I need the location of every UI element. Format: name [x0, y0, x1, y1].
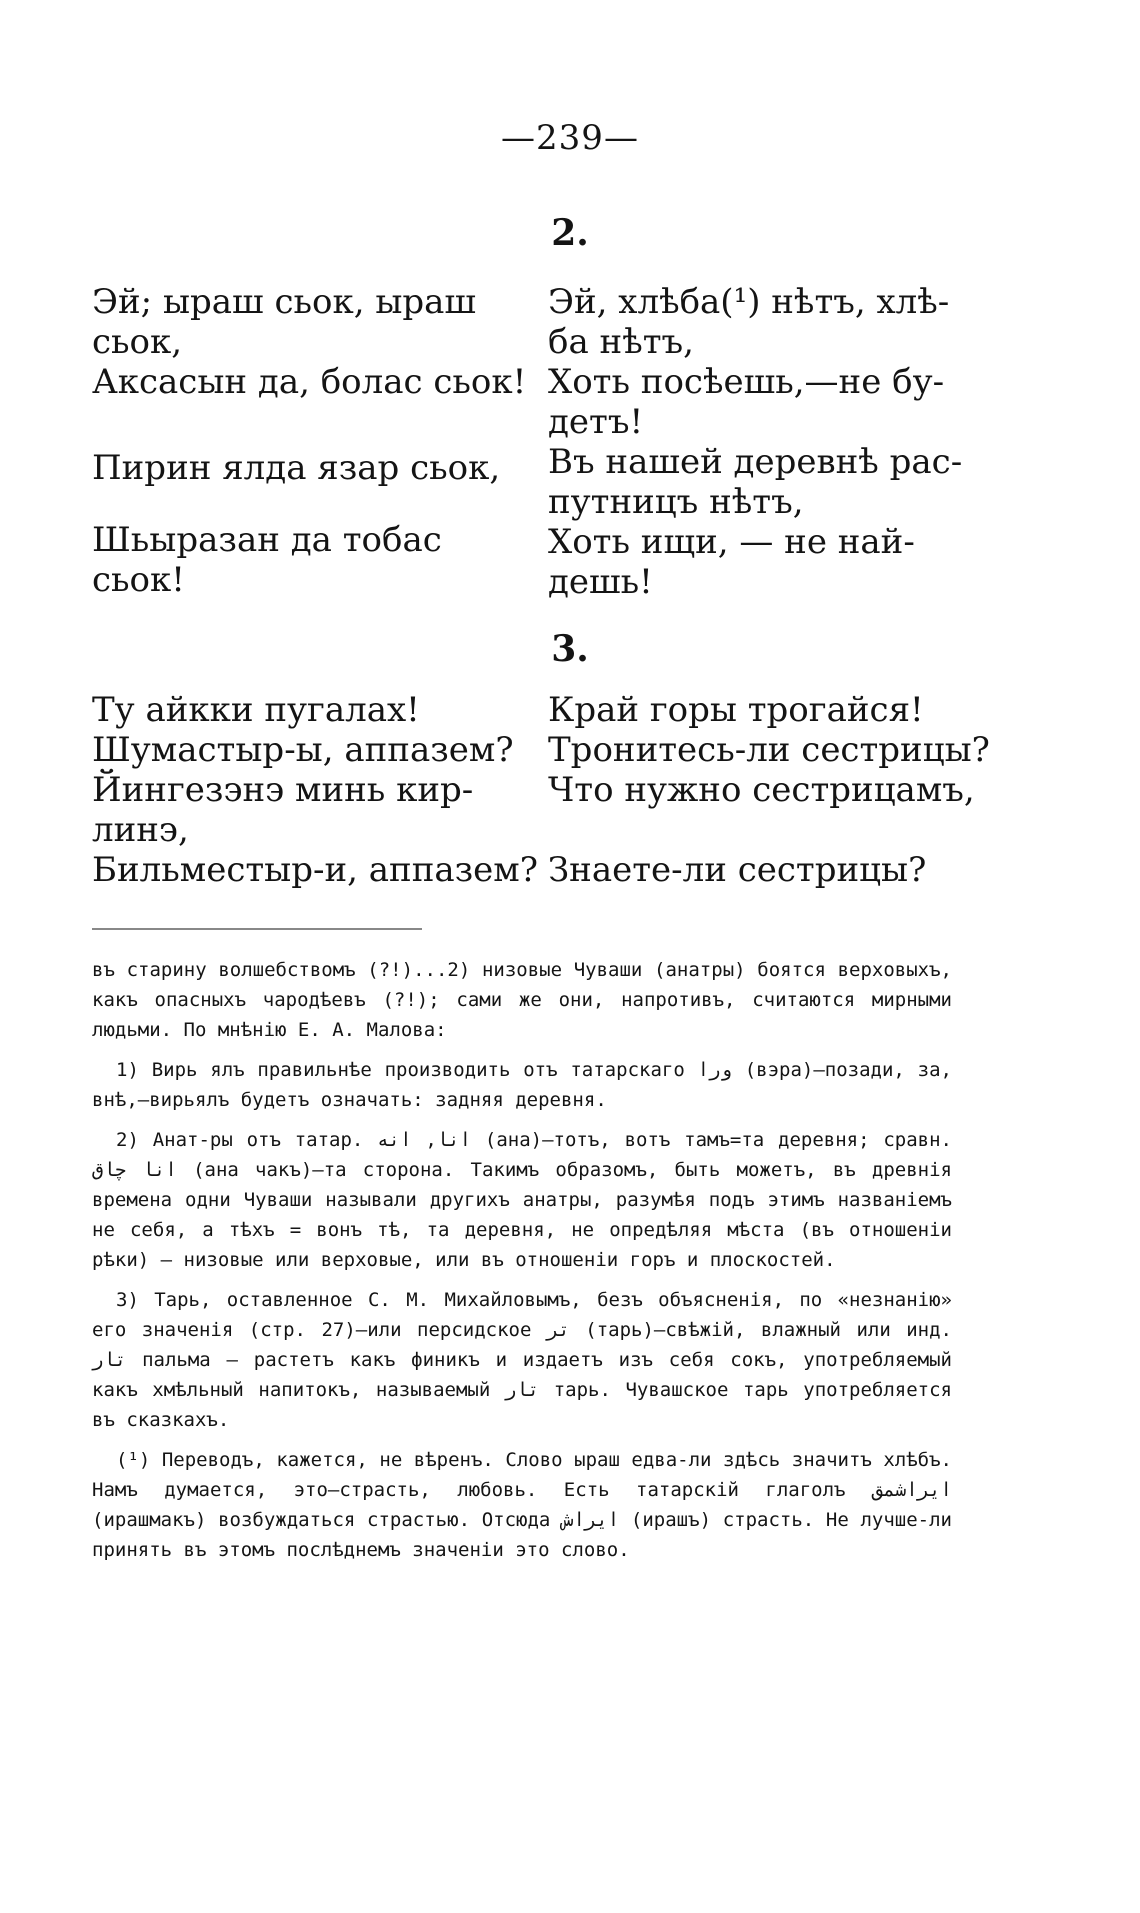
verse-line: ба нѣтъ, [548, 322, 694, 362]
verse-line: сьок! [92, 560, 185, 600]
stanza-3-chuvash [92, 690, 538, 890]
verse-line: Шумастыр-ы, аппазем? [92, 730, 514, 770]
bleed-through-rule [92, 928, 422, 930]
stanza-2-number: 2. [551, 212, 589, 254]
verse-line: путницъ нѣтъ, [548, 482, 804, 522]
stanza-3-russian [548, 690, 990, 890]
note-paragraph: 3) Тарь, оставленное С. М. Михайловымъ, безъ объясненія, по «незнанію» его значенія (стр. 27)—или персидское تر (тарь)—свѣжій, влажный или инд. تار пальма — растетъ какъ финикъ и издаетъ изъ себя сокъ, употребляемый какъ хмѣльный напитокъ, называемый تار тарь. Чувашское тарь употребляется въ сказкахъ. [92, 1289, 952, 1431]
verse-line: Аксасын да, болас сьок! [92, 362, 527, 402]
verse-line: Знаете-ли сестрицы? [548, 850, 927, 890]
note-paragraph: (¹) Переводъ, кажется, не вѣренъ. Слово ыраш едва-ли здѣсь значитъ хлѣбъ. Намъ думается, это—страсть, любовь. Есть татарскій глаголъ ايراشمق (ирашмакъ) возбуждаться страстью. Отсюда ايراش (ирашъ) страсть. Не лучше-ли принять въ этомъ послѣднемъ значеніи это слово. [92, 1449, 952, 1561]
footnotes [92, 955, 952, 1575]
verse-line: линэ, [92, 810, 189, 850]
verse-line: Въ нашей деревнѣ рас- [548, 442, 963, 482]
verse-line: Что нужно сестрицамъ, [548, 770, 975, 810]
verse-line: Тронитесь-ли сестрицы? [548, 730, 990, 770]
verse-line: Пирин ялда язар сьок, [92, 448, 501, 488]
verse-line: Шьыразан да тобас [92, 520, 442, 560]
verse-line: детъ! [548, 402, 644, 442]
note-paragraph: въ старину волшебствомъ (?!)...2) низовые Чуваши (анатры) боятся верховыхъ, какъ опасныхъ чародѣевъ (?!); сами же они, напротивъ, считаются мирными людьми. По мнѣнію Е. А. Малова: [92, 959, 952, 1041]
verse-line: Хоть ищи, — не най- [548, 522, 915, 562]
verse-line: Край горы трогайся! [548, 690, 924, 730]
note-paragraph: 1) Вирь ялъ правильнѣе производить отъ татарскаго ورا (вэра)—позади, за, внѣ,—вирьялъ будетъ означать: задняя деревня. [92, 1059, 952, 1111]
verse-line: Хоть посѣешь,—не бу- [548, 362, 945, 402]
verse-line: Бильместыр-и, аппазем? [92, 850, 538, 890]
verse-line: Эй; ыраш сьок, ыраш [92, 282, 477, 322]
verse-line: Ту айкки пугалах! [92, 690, 420, 730]
verse-line: сьок, [92, 322, 183, 362]
verse-line: дешь! [548, 562, 653, 602]
page-number: —239— [501, 118, 639, 158]
verse-line: Йингезэнэ минь кир- [92, 770, 474, 810]
note-paragraph: 2) Анат-ры отъ татар. انا, انه (ана)—тотъ, вотъ тамъ=та деревня; сравн. انا چاق (ана чакъ)—та сторона. Такимъ образомъ, быть можетъ, въ древнія времена одни Чуваши называли другихъ анатры, разумѣя подъ этимъ названіемъ не себя, а тѣхъ = вонъ тѣ, та деревня, не опредѣляя мѣста (въ отношеніи рѣки) — низовые или верховые, или въ отношеніи горъ и плоскостей. [92, 1129, 952, 1271]
verse-line: Эй, хлѣба(¹) нѣтъ, хлѣ- [548, 282, 950, 322]
stanza-3-number: 3. [551, 628, 589, 670]
stanza-2-chuvash [92, 282, 527, 600]
stanza-2-russian [548, 282, 963, 602]
